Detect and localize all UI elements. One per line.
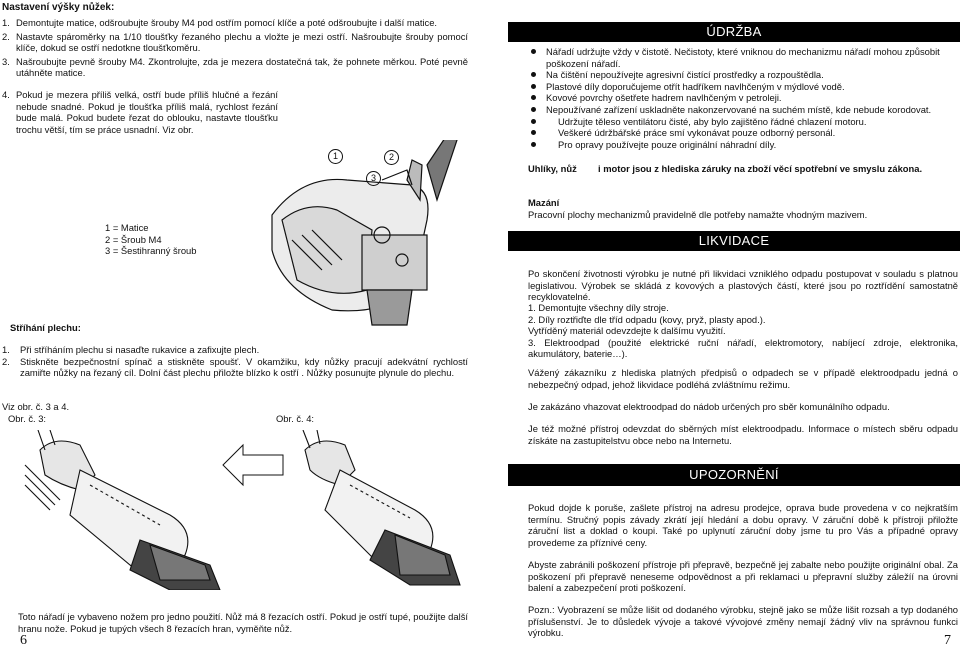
list-item: 1. Při stříháním plechu si nasaďte rukavice a zafixujte plech.: [2, 344, 260, 355]
see-figures: Viz obr. č. 3 a 4.: [2, 401, 70, 412]
adjust-heading: Nastavení výšky nůžek:: [2, 2, 115, 13]
adjust-steps: [2, 17, 468, 79]
list-item: 2. Díly roztřiďte dle tříd odpadu (kovy, pryž, plasty apod.).: [528, 313, 766, 325]
list-item: 1. Demontujte matice, odšroubujte šrouby M4 pod ostřím pomocí klíče a poté odšroubujte i další matice.: [2, 17, 438, 28]
disposal-p4: Je též možné přístroj odevzdat do sběrných míst elektroodpadu. Informace o místech sběru odpadu získáte na zastupitelstvu obce nebo na Internetu.: [528, 423, 958, 446]
callout-2: 2: [384, 150, 399, 165]
figure-legend: [105, 222, 196, 257]
page-number-right: 7: [944, 633, 951, 648]
blade-note: Toto nářadí je vybaveno nožem pro jedno použití. Nůž má 8 řezacích ostří. Pokud je ostří tupé, použijte další hranu nože. Pokud je tupých všech 8 řezacích hran, vyměňte nůž.: [18, 611, 468, 634]
lubrication-text: Pracovní plochy mechanizmů pravidelně dle potřeby namažte vhodným mazivem.: [528, 209, 868, 220]
legend-item: 1 = Matice: [105, 222, 149, 233]
shear-figure-3-illustration: [20, 430, 230, 590]
shear-figure-4-illustration: [275, 430, 465, 590]
list-item: Kovové povrchy ošetřete hadrem navlhčeným v petroleji.: [528, 92, 960, 104]
brushes-label: Uhlíky, nůž: [528, 163, 577, 174]
list-item: 3. Elektroodpad (použité elektrické ruční nářadí, elektromotory, nabíjecí zdroje, elektronika, akumulátory, baterie…).: [528, 336, 958, 360]
adjust-step-4: 4. Pokud je mezera příliš velká, ostří bude příliš hlučné a řezání nebude snadné. Pokud je tloušťka příliš malá, rychlost řezání bude malá. Pokud budete řezat do oblouku, nastavte tloušťku trochu větší, tím se práce usnadní. Viz obr.: [2, 89, 278, 135]
lubrication-heading: Mazání: [528, 197, 560, 208]
disposal-p2: Vážený zákazníku z hlediska platných předpisů o odpadech se v případě elektroodpadu jedná o nebezpečný odpad, jehož likvidace podléhá zvláštnímu režimu.: [528, 367, 958, 390]
disposal-title: LIKVIDACE: [508, 231, 960, 251]
brushes-text: i motor jsou z hlediska záruky na zboží věcí spotřební ve smyslu zákona.: [598, 163, 923, 174]
shear-adjustment-illustration: [262, 140, 462, 340]
legend-item: 2 = Šroub M4: [105, 233, 162, 245]
disposal-list: [528, 302, 958, 360]
list-item: 1. Demontujte všechny díly stroje.: [528, 302, 669, 313]
maintenance-title: ÚDRŽBA: [508, 22, 960, 42]
list-item: Plastové díly doporučujeme otřít hadříkem navlhčeným v mýdlové vodě.: [528, 81, 960, 93]
disposal-p1: Po skončení životnosti výrobku je nutné při likvidaci vzniklého odpadu postupovat v souladu s platnou legislativou. Výrobek se skládá z kovových a plastových částí, které jsou po roztřídění samostatně recyklovatelné.: [528, 268, 958, 303]
list-item: Na čištění nepoužívejte agresivní čistící prostředky a rozpouštědla.: [528, 69, 960, 81]
list-item: 3. Našroubujte pevně šrouby M4. Zkontrolujte, zda je mezera dostatečná tak, že pohnete měrkou. Poté pevně utáhněte matice.: [2, 55, 468, 79]
cutting-steps: [2, 344, 468, 379]
list-item: Veškeré údržbářské práce smí vykonávat pouze odborný personál.: [528, 127, 960, 139]
list-item: Vytříděný materiál odevzdejte k dalšímu využití.: [528, 325, 726, 337]
warning-p1: Pokud dojde k poruše, zašlete přístroj na adresu prodejce, oprava bude provedena v co nejkratším termínu. Stručný popis závady zkrátí její hledání a dobu opravy. V záruční době k přístroji přiložte záruční list a doklad o koupi. Také po uplynutí záruční doby jsme tu pro Vás a případné opravy provedeme za příznivé ceny.: [528, 502, 958, 548]
warning-p2: Abyste zabránili poškození přístroje při přepravě, bezpečně jej zabalte nebo použijte originální obal. Za poškození při přepravě neneseme odpovědnost a při reklamaci u přepravní služby záležíí na úrovni balení a zabezpečení proti poškození.: [528, 559, 958, 594]
warning-title: UPOZORNĚNÍ: [508, 464, 960, 486]
maintenance-list: [520, 46, 960, 150]
list-item: Udržujte těleso ventilátoru čisté, aby bylo zajištěno řádné chlazení motoru.: [528, 116, 960, 128]
list-item: 2. Nastavte spároměrky na 1/10 tloušťky řezaného plechu a vložte je mezi ostří. Našroubujte šrouby pomocí klíče, dokud se ostří nedotkne tloušťkoměru.: [2, 30, 468, 54]
list-item: Nářadí udržujte vždy v čistotě. Nečistoty, které vniknou do mechanizmu nářadí mohou způsobit poškození nářadí.: [528, 46, 960, 69]
list-item: Pro opravy používejte pouze originální náhradní díly.: [528, 139, 960, 151]
legend-item: 3 = Šestihranný šroub: [105, 245, 197, 257]
cutting-heading: Stříhání plechu:: [10, 322, 81, 333]
callout-1: 1: [328, 149, 343, 164]
callout-3: 3: [366, 171, 381, 186]
disposal-p3: Je zakázáno vhazovat elektroodpad do nádob určených pro sběr komunálního odpadu.: [528, 401, 890, 412]
list-item: 2. Stiskněte bezpečnostní spínač a stiskněte spoušť. V okamžiku, kdy nůžky pracují adekvátní rychlostí zamiřte nůžky na řezaný cíl. Dolní část plechu přiložte blízko k ostří . Nůžky posunujte plynule do plechu.: [2, 355, 468, 379]
figure-4-label: Obr. č. 4:: [276, 413, 315, 424]
warning-p3: Pozn.: Vyobrazení se může lišit od dodaného výrobku, stejně jako se může lišit rozsah a typ dodaného příslušenství. Je to důsledek vývoje a takové vývojové změny nemají žádný vliv na správnou funkci výrobku.: [528, 604, 958, 639]
list-item: Nepoužívané zařízení uskladněte nakonzervované na suchém místě, kde nebude korodovat.: [528, 104, 960, 116]
figure-3-label: Obr. č. 3:: [8, 413, 47, 424]
page-number-left: 6: [20, 633, 27, 648]
